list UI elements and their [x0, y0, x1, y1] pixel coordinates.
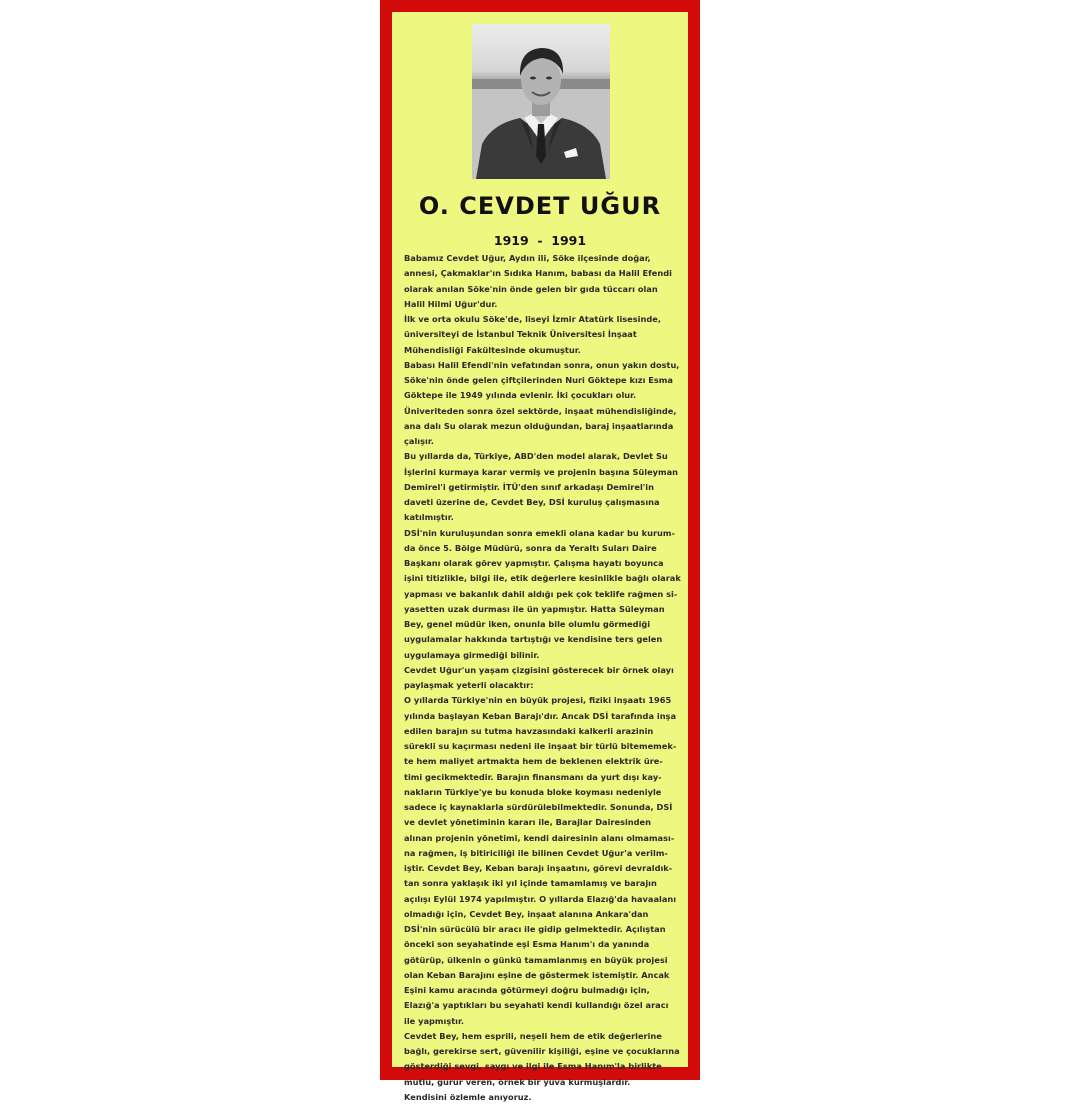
biography-line: Demirel'i getirmiştir. İTÜ'den sınıf arkadaşı Demirel'in [404, 481, 654, 492]
biography-line: Bu yıllarda da, Türkiye, ABD'den model alarak, Devlet Su [404, 451, 668, 462]
biography-line: Cevdet Uğur'un yaşam çizgisini gösterecek bir örnek olayı [404, 664, 674, 675]
biography-line: Üniveriteden sonra özel sektörde, inşaat mühendisliğinde, [404, 405, 677, 416]
biography-line: sadece iç kaynaklarla sürdürülebilmektedir. Sonunda, DSİ [404, 802, 673, 812]
biography-line: DSİ'nin kuruluşundan sonra emekli olana kadar bu kurum- [404, 527, 675, 538]
biography-line: iştir. Cevdet Bey, Keban barajı inşaatını, görevi devraldık- [404, 863, 673, 873]
biography-line: uygulamaya girmediği bilinir. [404, 649, 540, 660]
biography-line: DSİ'nin sürücülü bir aracı ile gidip gelmektedir. Açılıştan [404, 924, 666, 934]
biography-line: Bey, genel müdür iken, onunla bile olumlu görmediği [404, 619, 651, 629]
biography-line: katılmıştır. [404, 512, 454, 523]
biography-line: bağlı, gerekirse sert, güvenilir kişiliği, eşine ve çocuklarına [404, 1046, 680, 1056]
biography-line: ana dalı Su olarak mezun olduğundan, baraj inşaatlarında [404, 420, 674, 431]
biography-line: gösterdiği sevgi, saygı ve ilgi ile Esma Hanım'la birlikte [404, 1061, 662, 1072]
biography-line: timi gecikmektedir. Barajın finansmanı da yurt dışı kay- [404, 771, 662, 782]
biography-line: Babamız Cevdet Uğur, Aydın ili, Söke ilçesinde doğar, [404, 253, 651, 263]
biography-line: açılışı Eylül 1974 yapılmıştır. O yıllarda Elazığ'da havaalanı [404, 893, 677, 904]
person-name: O. CEVDET UĞUR [418, 192, 662, 220]
biography-line: alınan projenin yönetimi, kendi dairesinin alanı olmaması- [404, 832, 675, 843]
biography-line: ile yapmıştır. [404, 1015, 465, 1026]
biography-line: edilen barajın su tutma havzasındaki kalkerli arazinin [404, 725, 654, 736]
biography-line: Mühendisliği Fakültesinde okumuştur. [404, 344, 581, 355]
life-years: 1919 - 1991 [493, 233, 587, 248]
biography-line: annesi, Çakmaklar'ın Sıdıka Hanım, babası da Halil Efendi [404, 268, 672, 279]
memorial-banner [380, 0, 700, 1102]
biography-line: çalışır. [404, 436, 434, 446]
biography-line: te hem maliyet artmakta hem de beklenen elektrik üre- [404, 756, 663, 767]
biography-line: olarak anılan Söke'nin önde gelen bir gıda tüccarı olan [404, 283, 658, 294]
biography-line: da önce 5. Bölge Müdürü, sonra da Yeraltı Suları Daire [404, 542, 657, 553]
biography-line: paylaşmak yeterli olacaktır: [404, 680, 534, 690]
portrait-illustration [472, 24, 610, 179]
biography-line: Elazığ'a yaptıkları bu seyahati kendi kullandığı özel aracı [404, 1000, 669, 1011]
biography-line: tan sonra yaklaşık iki yıl içinde tamamlamış ve barajın [404, 878, 657, 889]
biography-line: O yıllarda Türkiye'nin en büyük projesi, fiziki inşaatı 1965 [404, 695, 672, 706]
memorial-panel [392, 12, 688, 1102]
biography-line: Babası Halil Efendi'nin vefatından sonra, onun yakın dostu, [404, 359, 680, 370]
biography-line: nakların Türkiye'ye bu konuda bloke koyması nedeniyle [404, 786, 662, 797]
biography-line: na rağmen, iş bitiriciliği ile bilinen Cevdet Uğur'a verilm- [404, 847, 668, 858]
biography-line: Göktepe ile 1949 yılında evlenir. İki çocukları olur. [404, 390, 637, 401]
biography-line: yılında başlayan Keban Barajı'dır. Ancak DSİ tarafında inşa [404, 710, 677, 721]
biography-line: Cevdet Bey, hem esprili, neşeli hem de etik değerlerine [404, 1030, 662, 1041]
biography-line: sürekli su kaçırması nedeni ile inşaat bir türlü bitememek- [404, 741, 677, 751]
biography-line: olmadığı için, Cevdet Bey, inşaat alanına Ankara'dan [404, 908, 649, 919]
biography-line: yapması ve bakanlık dahil aldığı pek çok teklife rağmen si- [404, 588, 678, 599]
biography-line: daveti üzerine de, Cevdet Bey, DSİ kuruluş çalışmasına [404, 497, 660, 507]
biography-line: Kendisini özlemle anıyoruz. [404, 1091, 532, 1102]
biography-line: götürüp, ülkenin o günkü tamamlanmış en büyük projesi [404, 954, 668, 965]
biography-line: Eşini kamu aracında götürmeyi doğru bulmadığı için, [404, 985, 650, 995]
biography-line: İlk ve orta okulu Söke'de, liseyi İzmir Atatürk lisesinde, [404, 314, 661, 324]
biography-line: Halil Hilmi Uğur'dur. [404, 298, 498, 309]
biography-line: mutlu, gurur veren, örnek bir yuva kurmuşlardır. [404, 1076, 631, 1087]
biography-line: işini titizlikle, bilgi ile, etik değerlere kesinlikle bağlı olarak [404, 573, 681, 584]
biography-line: İşlerini kurmaya karar vermiş ve projenin başına Süleyman [404, 466, 679, 477]
biography-line: Başkanı olarak görev yapmıştır. Çalışma hayatı boyunca [404, 558, 664, 568]
biography-text [404, 251, 684, 1105]
biography-line: uygulamalar hakkında tartıştığı ve kendisine ters gelen [404, 634, 663, 645]
biography-line: önceki son seyahatinde eşi Esma Hanım'ı da yanında [404, 939, 650, 950]
biography-line: yasetten uzak durması ile ün yapmıştır. Hatta Süleyman [404, 603, 665, 614]
biography-line: Söke'nin önde gelen çiftçilerinden Nuri Göktepe kızı Esma [404, 375, 673, 385]
portrait-photo [472, 24, 610, 179]
biography-line: ve devlet yönetiminin kararı ile, Barajlar Dairesinden [404, 817, 652, 828]
biography-line: olan Keban Barajını eşine de göstermek istemiştir. Ancak [404, 969, 670, 980]
biography-line: üniversiteyi de İstanbul Teknik Üniversitesi İnşaat [404, 329, 637, 340]
